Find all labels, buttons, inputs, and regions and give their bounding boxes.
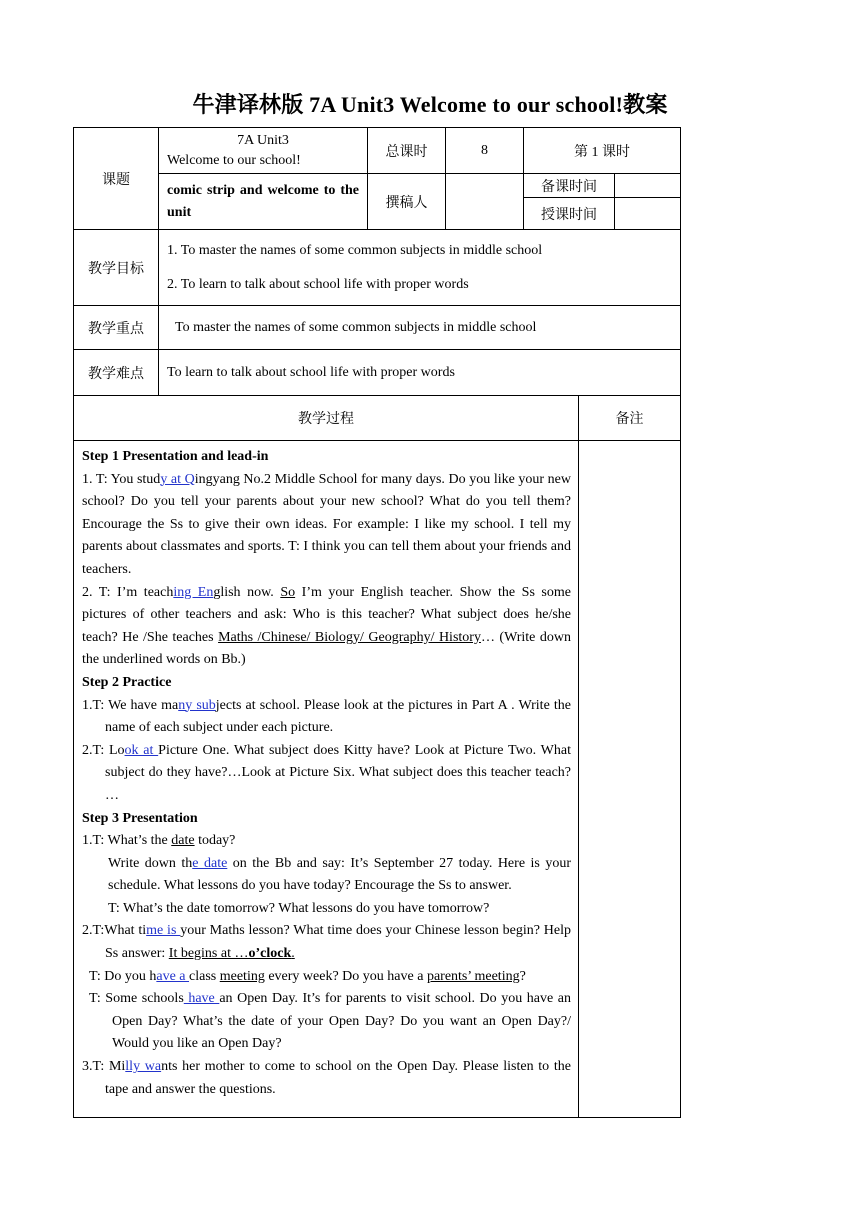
step-2-paragraph-2: 2.T: Look at Picture One. What subject does Kitty have? Look at Picture Two. What subject do they have?…Look at Picture Six. What subject does this teacher teach? … — [82, 742, 571, 803]
step-2-paragraph-1: 1.T: We have many subjects at school. Please look at the pictures in Part A . Write the name of each subject under each picture. — [82, 697, 572, 736]
process-header-row — [74, 396, 681, 441]
step-1-title: Step 1 Presentation and lead-in — [82, 449, 269, 464]
key-points-row — [74, 306, 681, 350]
topic-label: 课题 — [74, 128, 159, 230]
teach-time-value — [615, 198, 681, 230]
step-3-paragraph-2b: T: Do you have a class meeting every week? Do you have a parents’ meeting? — [89, 968, 526, 984]
step-1-paragraph-2: 2. T: I’m teaching English now. So I’m your English teacher. Show the Ss some pictures of other teachers and ask: Who is this teacher? What subject does he/she teach? He /She teaches Maths /Chinese/ Biology/ Geography/ History… (Write down the underlined words on Bb.) — [82, 584, 571, 668]
prep-time-label: 备课时间 — [524, 174, 615, 198]
key-points-label: 教学重点 — [74, 306, 159, 350]
difficulties-label: 教学难点 — [74, 350, 159, 396]
teach-time-label: 授课时间 — [524, 198, 615, 230]
period-label: 第 1 课时 — [524, 128, 681, 174]
page-title: 牛津译林版 7A Unit3 Welcome to our school!教案 — [192, 92, 668, 117]
author-label: 撰稿人 — [368, 174, 446, 230]
process-label: 教学过程 — [74, 396, 579, 441]
objective-item: 1. To master the names of some common subjects in middle school — [167, 242, 543, 258]
unit-line-1: 7A Unit3 — [237, 132, 289, 148]
section-name: comic strip and welcome to the unit — [159, 174, 368, 230]
step-3-paragraph-2c: T: Some schools have an Open Day. It’s for parents to visit school. Do you have an Open Day? What’s the date of your Open Day? Do you want an Open Day?/ Would you like an Open Day? — [89, 991, 571, 1052]
header-row-1 — [74, 128, 681, 174]
author-value — [446, 174, 524, 230]
total-periods-value: 8 — [446, 128, 524, 174]
process-content — [74, 441, 579, 1118]
lesson-plan-table — [73, 127, 681, 1118]
difficulties-row — [74, 350, 681, 396]
prep-time-value — [615, 174, 681, 198]
step-3-paragraph-2: 2.T:What time is your Maths lesson? What time does your Chinese lesson begin? Help Ss answer: It begins at …o’clock. — [82, 923, 571, 962]
unit-line-2: Welcome to our school! — [167, 152, 301, 168]
total-periods-label: 总课时 — [368, 128, 446, 174]
unit-title-cell — [159, 128, 368, 174]
objectives-label: 教学目标 — [74, 230, 159, 306]
step-3-paragraph-1: 1.T: What’s the date today? — [82, 833, 236, 849]
header-row-2 — [74, 174, 681, 198]
step-3-paragraph-1b: Write down the date on the Bb and say: It’s September 27 today. Here is your schedule. What lessons do you have today? Encourage the Ss to answer. — [108, 855, 571, 894]
step-1-paragraph-1: 1. T: You study at Qingyang No.2 Middle School for many days. Do you like your new school? Do you tell your parents about your new school? What do you tell them? Encourage the Ss to give their own ideas. For example: I like my school. I tell my parents about classmates and sports. T: I think you can tell them about your friends and teachers. — [82, 471, 571, 577]
notes-cell — [579, 441, 681, 1118]
objective-item: 2. To learn to talk about school life with proper words — [167, 276, 469, 292]
difficulties-text: To learn to talk about school life with proper words — [159, 350, 681, 396]
step-3-paragraph-1c: T: What’s the date tomorrow? What lessons do you have tomorrow? — [108, 900, 490, 916]
objectives-row — [74, 230, 681, 306]
process-row — [74, 441, 681, 1118]
key-points-text: To master the names of some common subjects in middle school — [159, 306, 681, 350]
step-3-paragraph-3: 3.T: Milly wants her mother to come to school on the Open Day. Please listen to the tape and answer the questions. — [82, 1059, 571, 1097]
step-2-title: Step 2 Practice — [82, 674, 172, 690]
step-3-title: Step 3 Presentation — [82, 810, 198, 826]
notes-label: 备注 — [579, 396, 681, 441]
objectives-content — [159, 230, 681, 306]
